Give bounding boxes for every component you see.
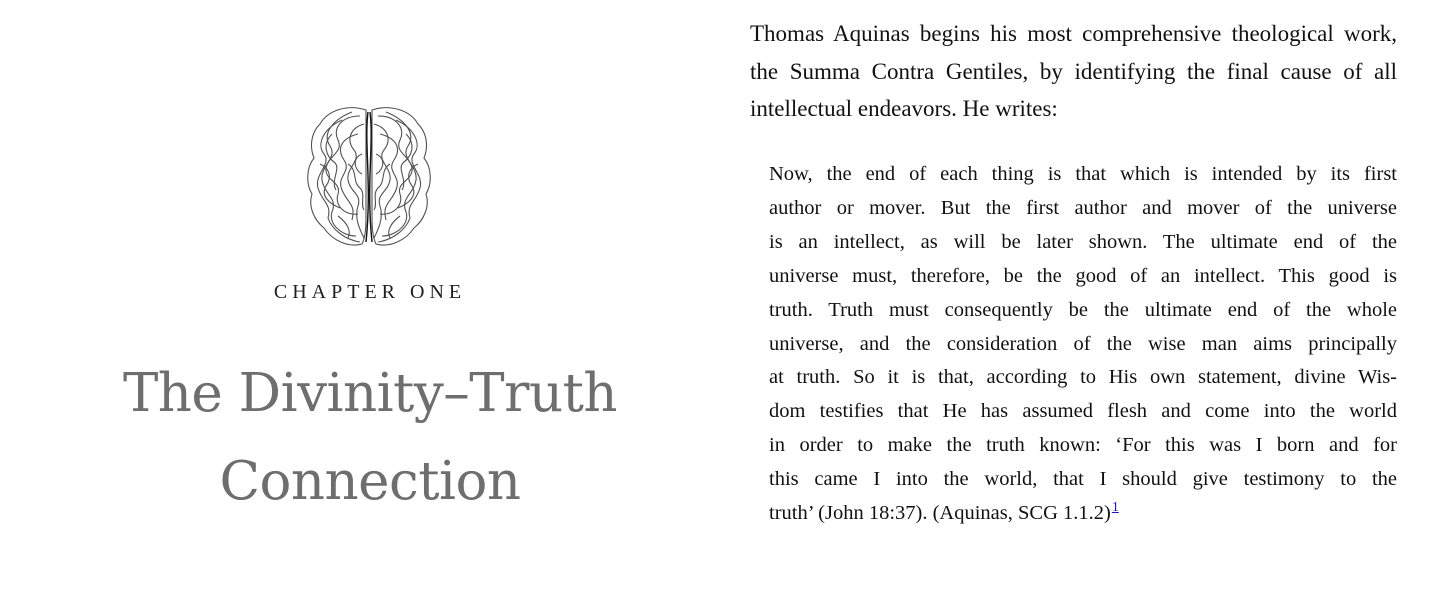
quote-line: is an intellect, as will be later shown. The ultimate end of the (769, 230, 1397, 253)
brain-icon (302, 104, 436, 250)
quote-last-line (769, 497, 1397, 531)
quote-line: author or mover. But the first author and mover of the universe (769, 196, 1397, 219)
quote-line: this came I into the world, that I should give testimony to the (769, 468, 1397, 491)
quote-line: Now, the end of each thing is that which is intended by its first (769, 163, 1397, 185)
quote-line: truth. Truth must consequently be the ultimate end of the whole (769, 298, 1397, 321)
quote-line: at truth. So it is that, according to His own statement, divine Wis- (769, 366, 1397, 389)
chapter-title: The Divinity–Truth Connection (122, 363, 618, 512)
chapter-number-label: CHAPTER ONE (273, 281, 467, 303)
footnote-link[interactable]: 1 (1111, 500, 1119, 516)
quote-line: in order to make the truth known: ‘For this was I born and for (769, 434, 1397, 457)
intro-paragraph: Thomas Aquinas begins his most comprehensive theological work, the Summa Contra Gentiles, by identifying the final cause of all intellectual endeavors. He writes: (750, 21, 1397, 121)
quote-line: universe must, therefore, be the good of an intellect. This good is (769, 264, 1397, 287)
block-quote (769, 158, 1397, 531)
quote-line: universe, and the consideration of the wise man aims principally (769, 332, 1397, 355)
quote-line: truth’ (John 18:37). (Aquinas, SCG 1.1.2) (769, 502, 1111, 525)
quote-line: dom testifies that He has assumed flesh and come into the world (769, 400, 1397, 423)
